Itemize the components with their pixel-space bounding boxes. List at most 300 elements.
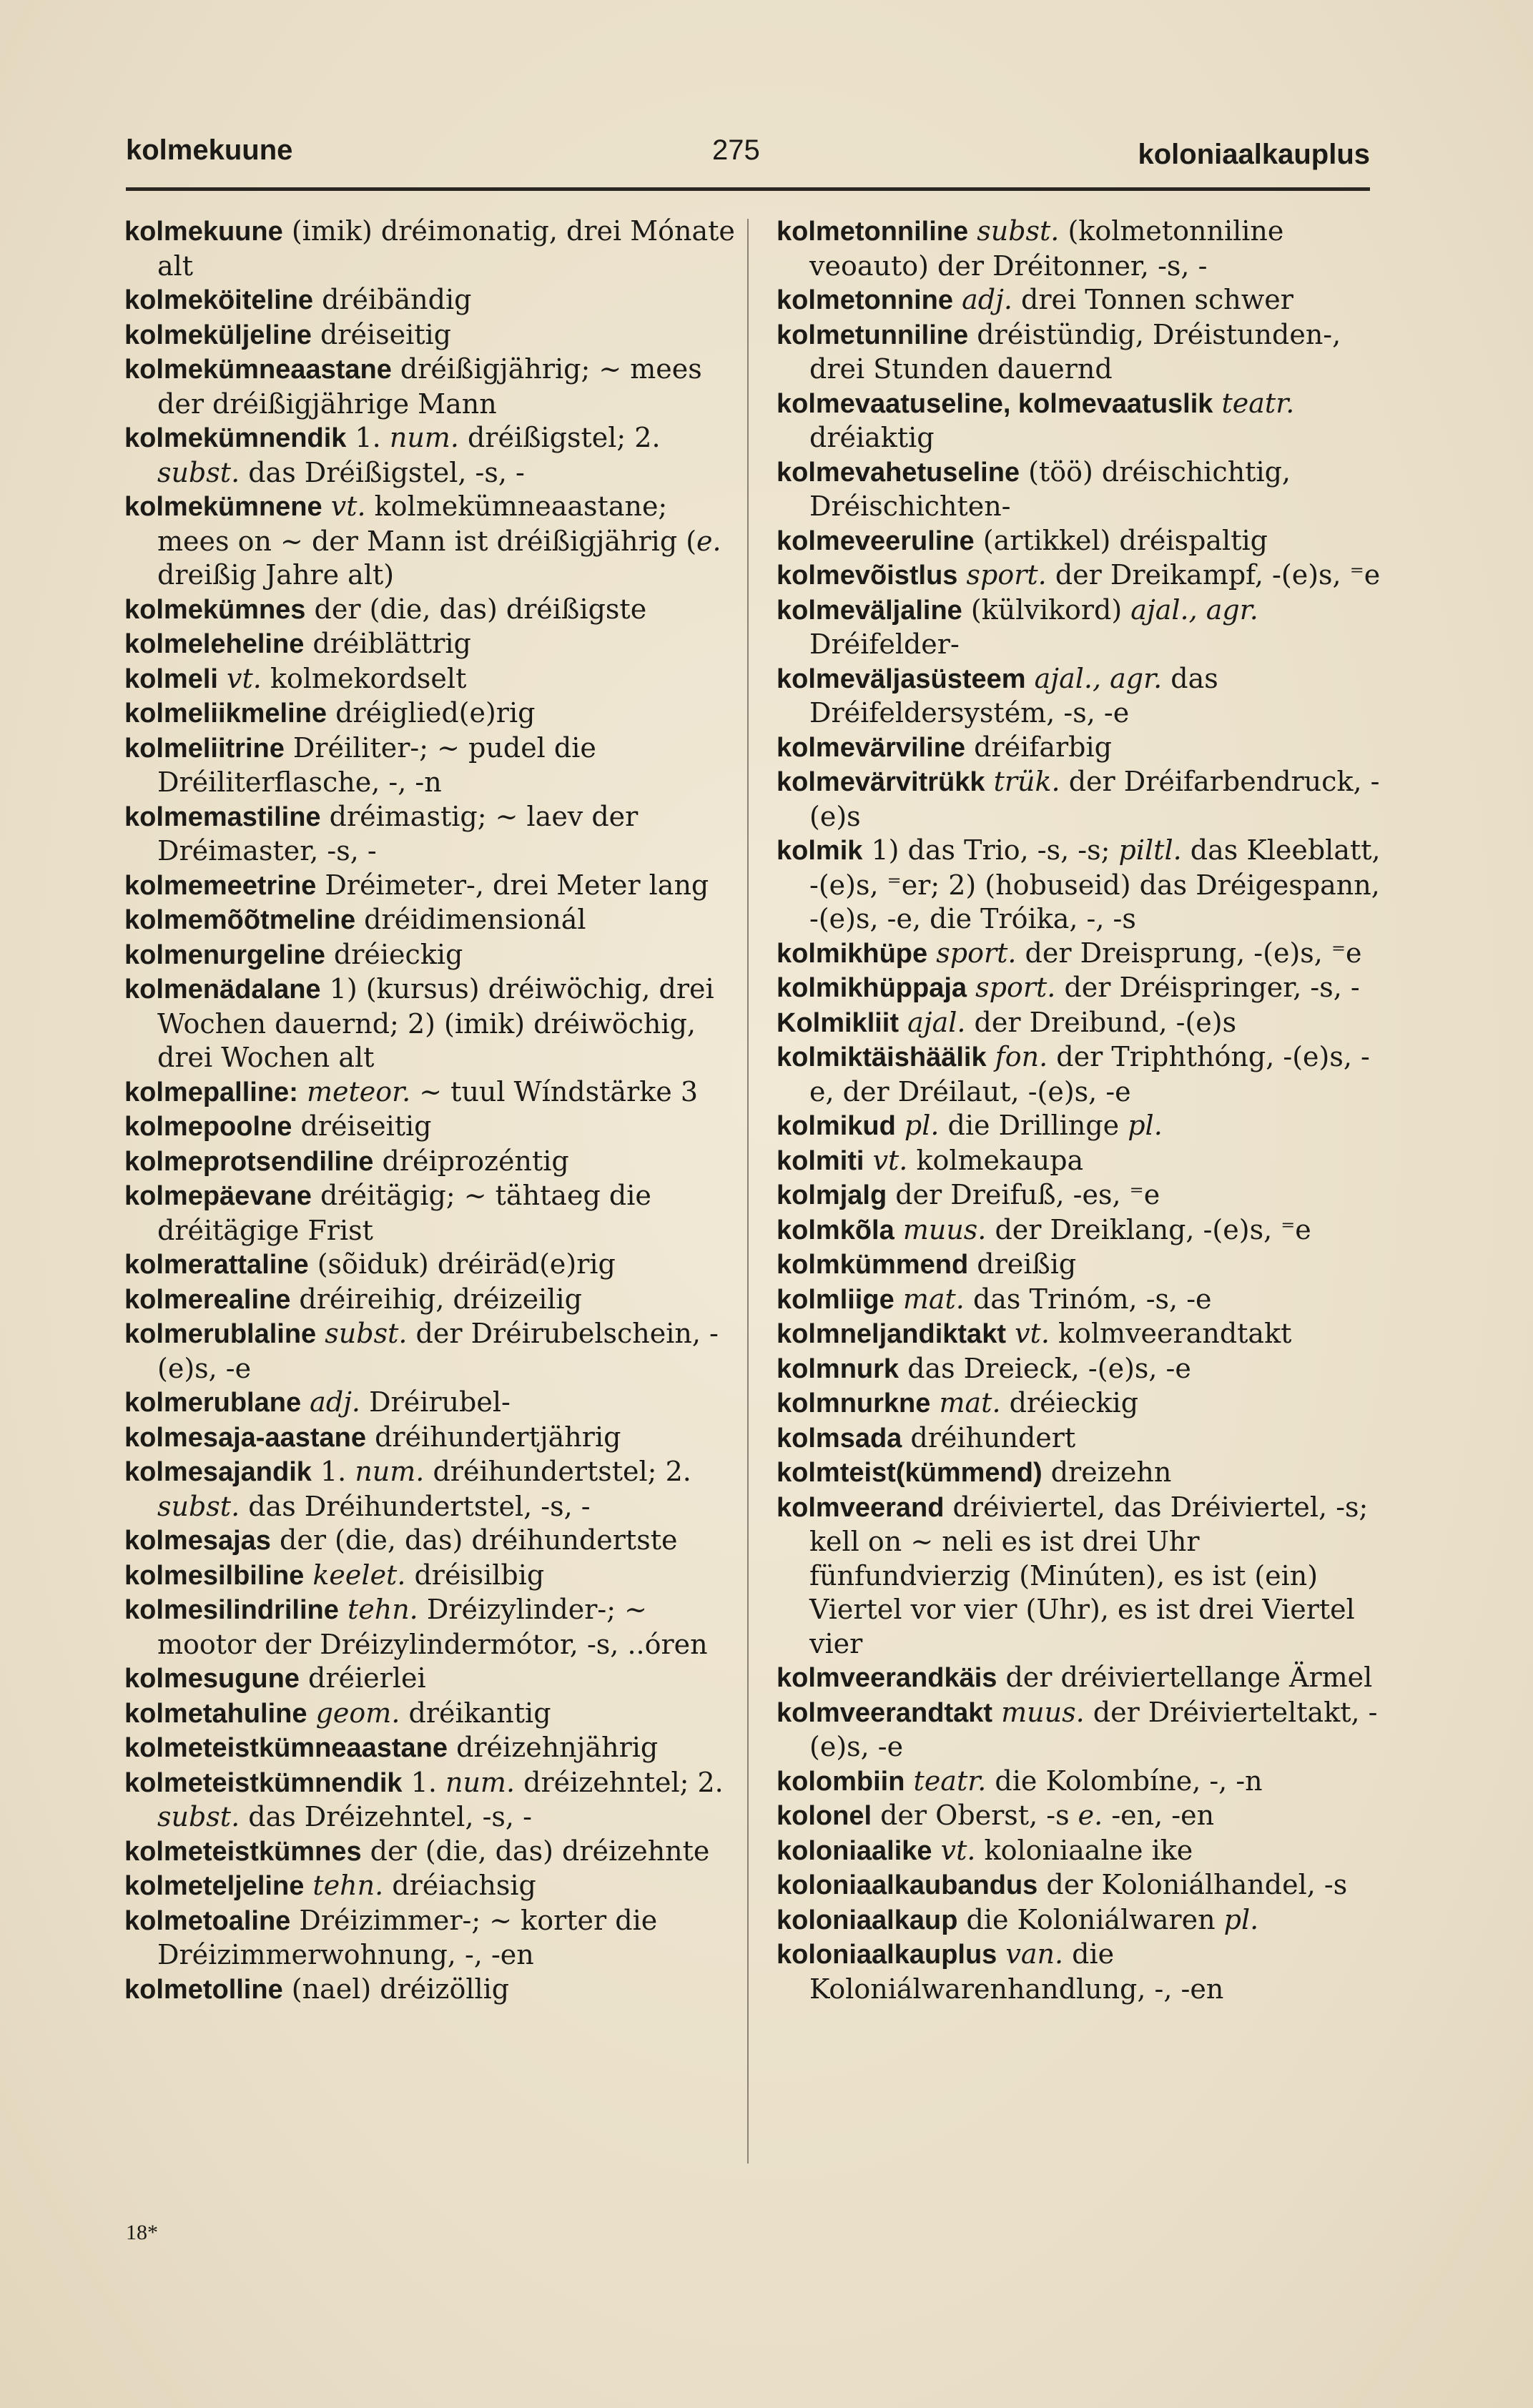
- dictionary-entry: [777, 1834, 1391, 1869]
- usage-label: ajal., agr.: [1130, 593, 1258, 626]
- header-first-entry: kolmekuune: [126, 134, 293, 166]
- headword: kolmenädalane: [124, 974, 321, 1005]
- dictionary-entry: [777, 1283, 1391, 1318]
- definition-text: [301, 1386, 310, 1418]
- dictionary-entry: [124, 283, 739, 318]
- headword: kolmiti: [777, 1145, 864, 1176]
- headword: kolmekümnene: [124, 492, 322, 522]
- definition-text: [957, 559, 966, 591]
- dictionary-entry: [777, 1178, 1391, 1213]
- dictionary-entry: [777, 1386, 1391, 1421]
- headword: kolmeli: [124, 663, 218, 694]
- definition-text: Dréimeter-, drei Meter lang: [316, 869, 709, 901]
- definition-text: dreißig Jahre alt): [157, 559, 395, 591]
- definition-text: 1) (kursus) dréiwöchig, drei Wochen dauernd; 2) (imik) dréiwöchig, drei Wochen alt: [157, 973, 714, 1073]
- dictionary-entry: [777, 1799, 1391, 1834]
- definition-text: [927, 937, 936, 969]
- dictionary-entry: [777, 387, 1391, 455]
- definition-text: [899, 1007, 907, 1038]
- usage-label: num.: [355, 1456, 425, 1487]
- definition-text: [968, 215, 977, 247]
- definition-text: die Koloniálwarenhandlung, -, -en: [809, 1938, 1224, 2005]
- dictionary-entry: [777, 1491, 1391, 1662]
- usage-label: num.: [445, 1766, 516, 1798]
- definition-text: [985, 766, 994, 797]
- definition-text: 1.: [402, 1766, 445, 1798]
- headword: kolmetonnine: [777, 285, 954, 315]
- dictionary-entry: [124, 1421, 739, 1456]
- usage-label: sport.: [936, 937, 1017, 969]
- definition-text: dréihundert: [902, 1421, 1076, 1454]
- dictionary-entry: [124, 800, 739, 869]
- headword: kolmevärvitrükk: [777, 767, 985, 797]
- definition-text: [953, 284, 962, 315]
- definition-text: der Dreibund, -(e)s: [965, 1006, 1237, 1038]
- definition-text: [987, 1041, 995, 1072]
- definition-text: kolmekaupa: [907, 1144, 1084, 1176]
- usage-label: vt.: [1015, 1318, 1050, 1349]
- definition-text: [304, 1870, 312, 1901]
- headword: koloniaalkaubandus: [777, 1870, 1038, 1900]
- right-column: [777, 214, 1391, 2006]
- headword: kolmveerandtakt: [777, 1697, 993, 1728]
- dictionary-entry: [777, 1456, 1391, 1491]
- dictionary-entry: [777, 524, 1391, 559]
- usage-label: sport.: [966, 559, 1047, 591]
- dictionary-entry: [124, 352, 739, 421]
- usage-label: subst.: [157, 1490, 240, 1522]
- dictionary-entry: [124, 214, 739, 283]
- definition-text: [218, 663, 227, 694]
- headword: kolmesugune: [124, 1664, 300, 1694]
- headword: kolmekuune: [124, 217, 283, 247]
- definition-text: dréiviertel, das Dréiviertel, -s; kell on ~ neli es ist drei Uhr fünfundvierzig (Minúten), es ist (ein) Viertel vor vier (Uhr), es ist drei Viertel vier: [809, 1491, 1369, 1659]
- dictionary-entry: [124, 1524, 739, 1559]
- usage-label: adj.: [962, 284, 1012, 315]
- definition-text: dréihundertjährig: [365, 1421, 621, 1453]
- definition-text: der Triphthóng, -(e)s, -e, der Dréilaut, -(e)s, -e: [809, 1041, 1370, 1107]
- headword: kolmetonniline: [777, 217, 969, 247]
- page-number: 275: [712, 134, 760, 166]
- column-divider: [747, 219, 749, 2163]
- definition-text: der Dréifarbendruck, -(e)s: [809, 766, 1380, 832]
- definition-text: der Dreifuß, -es, ⁼e: [887, 1179, 1160, 1210]
- header-last-entry: koloniaalkauplus: [1138, 139, 1370, 170]
- usage-label: subst.: [977, 215, 1060, 247]
- dictionary-entry: [124, 1766, 739, 1835]
- dictionary-entry: [777, 1109, 1391, 1144]
- dictionary-entry: [777, 1903, 1391, 1938]
- definition-text: [992, 1697, 1001, 1728]
- usage-label: subst.: [157, 1801, 240, 1832]
- definition-text: die Koloniálwaren: [957, 1903, 1224, 1935]
- headword: kolombiin: [777, 1766, 905, 1797]
- running-head: [126, 134, 1370, 180]
- dictionary-entry: [777, 1317, 1391, 1352]
- headword: kolmsada: [777, 1423, 902, 1454]
- definition-text: dréisilbig: [405, 1559, 545, 1591]
- definition-text: (sõiduk) dréiräd(e)rig: [308, 1248, 616, 1280]
- definition-text: dréizehnjährig: [447, 1732, 659, 1763]
- headword: kolmepäevane: [124, 1181, 312, 1211]
- definition-text: [298, 1076, 307, 1107]
- usage-label: ajal., agr.: [1034, 662, 1163, 694]
- headword: kolmeväljaline: [777, 595, 962, 626]
- usage-label: num.: [389, 422, 459, 453]
- headword: kolmkümmend: [777, 1250, 969, 1280]
- dictionary-entry: [777, 1938, 1391, 2006]
- usage-label: pl.: [904, 1110, 940, 1141]
- definition-text: der (die, das) dréizehnte: [361, 1835, 710, 1867]
- dictionary-entry: [124, 1145, 739, 1180]
- usage-label: e.: [1078, 1800, 1103, 1831]
- dictionary-entry: [124, 1731, 739, 1766]
- usage-label: teatr.: [913, 1765, 987, 1797]
- definition-text: ~ tuul Wíndstärke 3: [410, 1075, 698, 1107]
- dictionary-entry: [777, 971, 1391, 1006]
- definition-text: dreißig: [968, 1248, 1077, 1280]
- usage-label: vt.: [227, 662, 262, 694]
- dictionary-entry: [777, 558, 1391, 593]
- headword: kolmesajas: [124, 1526, 271, 1556]
- definition-text: dréißigstel; 2.: [458, 422, 661, 453]
- headword: kolmerublane: [124, 1388, 302, 1418]
- definition-text: dréiprozéntig: [373, 1145, 569, 1177]
- headword: kolmnurkne: [777, 1388, 931, 1418]
- definition-text: [894, 1283, 903, 1315]
- definition-text: dréihundertstel; 2.: [424, 1456, 691, 1487]
- usage-label: muus.: [1001, 1696, 1085, 1728]
- dictionary-entry: [124, 1973, 739, 2008]
- definition-text: 1.: [346, 422, 390, 453]
- dictionary-entry: [124, 731, 739, 800]
- dictionary-entry: [777, 1213, 1391, 1248]
- definition-text: dréiblättrig: [304, 628, 471, 659]
- definition-text: (artikkel) dréispaltig: [974, 524, 1268, 556]
- definition-text: der Oberst, -s: [872, 1800, 1078, 1831]
- headword: kolmevõistlus: [777, 561, 958, 591]
- headword: Kolmikliit: [777, 1007, 899, 1038]
- definition-text: dréibändig: [312, 284, 472, 315]
- dictionary-entry: [124, 1559, 739, 1594]
- dictionary-entry: [777, 1696, 1391, 1765]
- definition-text: [896, 1110, 904, 1141]
- headword: kolmikhüppaja: [777, 973, 967, 1003]
- dictionary-entry: [124, 593, 739, 628]
- headword: kolmeteistkümnendik: [124, 1767, 403, 1798]
- headword: kolmekümneaastane: [124, 355, 392, 385]
- definition-text: [930, 1387, 939, 1418]
- definition-text: der (die, das) dréißigste: [305, 593, 647, 625]
- headword: kolmiktäishäälik: [777, 1042, 987, 1072]
- headword: kolmik: [777, 836, 863, 866]
- headword: kolmemeetrine: [124, 870, 317, 901]
- definition-text: das Dréihundertstel, -s, -: [240, 1490, 591, 1522]
- definition-text: dréiseitig: [292, 1110, 432, 1142]
- dictionary-entry: [124, 1455, 739, 1524]
- definition-text: dréißigjährig; ~ mees der dréißigjährige Mann: [157, 353, 702, 420]
- definition-text: [932, 1835, 941, 1866]
- usage-label: van.: [1005, 1938, 1064, 1970]
- definition-text: das Dreieck, -(e)s, -e: [899, 1352, 1191, 1384]
- dictionary-entry: [124, 1386, 739, 1421]
- dictionary-entry: [777, 283, 1391, 318]
- dictionary-entry: [777, 455, 1391, 524]
- dictionary-entry: [124, 1179, 739, 1248]
- definition-text: das Trinóm, -s, -e: [964, 1283, 1212, 1315]
- headword: kolmemastiline: [124, 801, 321, 832]
- usage-label: subst.: [157, 456, 240, 488]
- definition-text: dréierlei: [299, 1662, 426, 1694]
- definition-text: [904, 1765, 913, 1797]
- usage-label: pl.: [1128, 1110, 1163, 1141]
- definition-text: dréizehntel; 2.: [515, 1766, 724, 1798]
- headword: koloniaalike: [777, 1835, 932, 1866]
- usage-label: keelet.: [312, 1559, 406, 1591]
- headword: kolmerealine: [124, 1284, 291, 1315]
- definition-text: das Kleeblatt, -(e)s, ⁼er; 2) (hobuseid) das Dréigespann, -(e)s, -e, die Tróika, -, -s: [809, 834, 1381, 934]
- definition-text: (nael) dréizöllig: [282, 1973, 510, 2005]
- headword: kolmveerandkäis: [777, 1663, 997, 1693]
- definition-text: der Dreiklang, -(e)s, ⁼e: [986, 1213, 1311, 1245]
- definition-text: dréimastig; ~ laev der Dréimaster, -s, -: [157, 800, 639, 867]
- definition-text: Dréifelder-: [809, 628, 960, 660]
- dictionary-entry: [124, 869, 739, 904]
- dictionary-entry: [124, 1248, 739, 1283]
- headword: kolmeköiteline: [124, 285, 313, 315]
- definition-text: [1006, 1318, 1015, 1349]
- definition-text: 1) das Trio, -s, -s;: [862, 834, 1119, 866]
- headword: kolmenurgeline: [124, 939, 325, 970]
- headword: kolmevaatuseline, kolmevaatuslik: [777, 388, 1213, 419]
- dictionary-entry: [124, 1283, 739, 1318]
- usage-label: pl.: [1223, 1903, 1259, 1935]
- usage-label: mat.: [939, 1387, 1001, 1418]
- definition-text: [339, 1594, 347, 1625]
- definition-text: dréireihig, dréizeilig: [290, 1283, 582, 1315]
- dictionary-entry: [124, 1904, 739, 1973]
- headword: kolmeveeruline: [777, 525, 975, 556]
- definition-text: das Dréizehntel, -s, -: [240, 1801, 532, 1832]
- definition-text: Dréirubel-: [360, 1386, 511, 1418]
- dictionary-entry: [124, 1869, 739, 1904]
- definition-text: 1.: [311, 1456, 355, 1487]
- headword: kolmeliikmeline: [124, 699, 327, 729]
- printer-signature: 18*: [126, 2221, 158, 2244]
- definition-text: kolmveerandtakt: [1049, 1318, 1292, 1349]
- definition-text: [322, 490, 331, 522]
- dictionary-entry: [777, 1661, 1391, 1696]
- definition-text: kolmekümneaastane; mees on ~ der Mann ist dréißigjährig (: [157, 490, 697, 557]
- definition-text: [967, 972, 975, 1003]
- usage-label: tehn.: [347, 1594, 418, 1625]
- definition-text: Dréiliter-; ~ pudel die Dréiliterflasche, -, -n: [157, 731, 596, 798]
- usage-label: subst.: [325, 1318, 408, 1349]
- dictionary-entry: [124, 1593, 739, 1662]
- usage-label: vt.: [872, 1144, 908, 1176]
- headword: kolmevahetuseline: [777, 457, 1020, 488]
- definition-text: der dréiviertellange Ärmel: [997, 1662, 1373, 1693]
- headword: kolmeväljasüsteem: [777, 663, 1026, 694]
- usage-label: e.: [696, 525, 721, 557]
- headword: kolmliige: [777, 1284, 894, 1315]
- definition-text: das Dréifeldersystém, -s, -e: [809, 662, 1218, 729]
- definition-text: Dréizimmer-; ~ korter die Dréizimmerwohnung, -, -en: [157, 1904, 658, 1970]
- headword: kolmteist(kümmend): [777, 1458, 1042, 1488]
- dictionary-entry: [124, 1697, 739, 1732]
- dictionary-entry: [124, 1662, 739, 1697]
- definition-text: (kolmetonniline veoauto) der Dréitonner, -s, -: [809, 215, 1284, 282]
- headword: kolonel: [777, 1801, 872, 1831]
- dictionary-entry: [777, 1421, 1391, 1456]
- headword: koloniaalkauplus: [777, 1940, 997, 1970]
- dictionary-entry: [777, 214, 1391, 283]
- definition-text: -en, -en: [1103, 1800, 1215, 1831]
- headword: kolmkõla: [777, 1215, 894, 1245]
- headword: kolmjalg: [777, 1180, 887, 1210]
- dictionary-entry: [124, 318, 739, 353]
- usage-label: vt.: [330, 490, 366, 522]
- headword: kolmesilindriline: [124, 1595, 339, 1625]
- dictionary-entry: [777, 593, 1391, 662]
- dictionary-entry: [777, 834, 1391, 937]
- dictionary-entry: [124, 938, 739, 973]
- definition-text: dréiaktig: [809, 422, 935, 453]
- definition-text: dreizehn: [1042, 1456, 1172, 1488]
- dictionary-entry: [777, 1248, 1391, 1283]
- headword: kolmepoolne: [124, 1112, 292, 1142]
- headword: kolmerattaline: [124, 1250, 309, 1280]
- headword: kolmveerand: [777, 1492, 945, 1523]
- definition-text: dréifarbig: [965, 731, 1112, 763]
- definition-text: (imik) dréimonatig, drei Mónate alt: [157, 215, 735, 282]
- usage-label: geom.: [315, 1697, 400, 1729]
- usage-label: adj.: [310, 1386, 361, 1418]
- headword: kolmesajandik: [124, 1457, 312, 1487]
- definition-text: der Dreikampf, -(e)s, ⁼e: [1046, 559, 1381, 591]
- header-rule: [126, 187, 1370, 191]
- dictionary-entry: [777, 662, 1391, 731]
- dictionary-entry: [777, 318, 1391, 387]
- headword: kolmetahuline: [124, 1698, 307, 1729]
- dictionary-entry: [124, 696, 739, 731]
- definition-text: drei Tonnen schwer: [1012, 284, 1293, 315]
- usage-label: sport.: [975, 972, 1056, 1003]
- usage-label: muus.: [902, 1213, 987, 1245]
- headword: kolmeküljeline: [124, 320, 312, 350]
- definition-text: [304, 1559, 312, 1591]
- dictionary-entry: [124, 421, 739, 490]
- headword: kolmemõõtmeline: [124, 905, 356, 935]
- definition-text: der Dréirubelschein, -(e)s, -e: [157, 1318, 719, 1384]
- definition-text: [1026, 663, 1035, 694]
- definition-text: der Dréivierteltakt, -(e)s, -e: [809, 1696, 1378, 1762]
- dictionary-entry: [124, 1317, 739, 1386]
- dictionary-entry: [777, 1868, 1391, 1903]
- dictionary-entry: [777, 765, 1391, 834]
- dictionary-entry: [124, 1075, 739, 1110]
- usage-label: teatr.: [1221, 387, 1295, 419]
- dictionary-entry: [124, 903, 739, 938]
- definition-text: der (die, das) dréihundertste: [270, 1524, 678, 1556]
- headword: kolmekümnendik: [124, 423, 347, 453]
- definition-text: [307, 1697, 316, 1729]
- definition-text: dréikantig: [400, 1697, 551, 1729]
- headword: kolmikud: [777, 1111, 896, 1141]
- headword: kolmikhüpe: [777, 938, 928, 969]
- definition-text: dréitägig; ~ tähtaeg die dréitägige Frist: [157, 1180, 651, 1246]
- dictionary-entry: [777, 1144, 1391, 1179]
- headword: kolmerublaline: [124, 1319, 317, 1349]
- headword: kolmeteistkümneaastane: [124, 1733, 448, 1763]
- usage-label: mat.: [902, 1283, 965, 1315]
- definition-text: dréiglied(e)rig: [327, 697, 536, 729]
- dictionary-entry: [124, 1110, 739, 1145]
- left-column: [124, 214, 739, 2007]
- usage-label: ajal.: [907, 1006, 966, 1038]
- dictionary-entry: [777, 1040, 1391, 1109]
- definition-text: Dréizylinder-; ~ mootor der Dréizylindermótor, -s, ..óren: [157, 1594, 708, 1660]
- usage-label: tehn.: [312, 1870, 384, 1901]
- dictionary-entry: [124, 662, 739, 697]
- definition-text: [894, 1214, 903, 1245]
- dictionary-entry: [777, 937, 1391, 972]
- headword: kolmeliitrine: [124, 733, 285, 764]
- definition-text: das Dréißigstel, -s, -: [240, 456, 525, 488]
- definition-text: dréiachsig: [383, 1870, 536, 1901]
- headword: kolmnurk: [777, 1353, 899, 1384]
- definition-text: der Koloniálhandel, -s: [1037, 1869, 1348, 1900]
- usage-label: fon.: [995, 1041, 1048, 1072]
- definition-text: [997, 1938, 1005, 1970]
- headword: kolmevärviline: [777, 732, 966, 763]
- definition-text: dréidimensionál: [355, 904, 586, 935]
- definition-text: dréistündig, Dréistunden-, drei Stunden dauernd: [809, 318, 1341, 385]
- definition-text: dréiseitig: [311, 318, 451, 350]
- headword: kolmetunniline: [777, 320, 969, 350]
- definition-text: [316, 1318, 325, 1349]
- headword: kolmneljandiktakt: [777, 1319, 1006, 1349]
- headword: kolmepalline:: [124, 1077, 298, 1107]
- dictionary-entry: [124, 627, 739, 662]
- headword: kolmeteistkümnes: [124, 1836, 362, 1867]
- headword: kolmetoaline: [124, 1905, 291, 1936]
- headword: kolmesilbiline: [124, 1560, 305, 1591]
- definition-text: die Kolombíne, -, -n: [986, 1765, 1263, 1797]
- headword: koloniaalkaup: [777, 1905, 958, 1935]
- dictionary-entry: [124, 490, 739, 593]
- definition-text: der Dréispringer, -s, -: [1055, 972, 1360, 1003]
- headword: kolmeprotsendiline: [124, 1146, 374, 1177]
- definition-text: die Drillinge: [939, 1110, 1128, 1141]
- usage-label: piltl.: [1118, 834, 1182, 866]
- definition-text: der Dreisprung, -(e)s, ⁼e: [1016, 937, 1362, 969]
- definition-text: (töö) dréischichtig, Dréischichten-: [809, 455, 1291, 522]
- definition-text: koloniaalne ike: [975, 1834, 1193, 1866]
- usage-label: meteor.: [306, 1075, 411, 1107]
- dictionary-entry: [124, 972, 739, 1075]
- dictionary-entry: [124, 1835, 739, 1870]
- usage-label: trük.: [993, 766, 1060, 797]
- dictionary-entry: [777, 731, 1391, 766]
- definition-text: (külvikord): [962, 593, 1131, 626]
- definition-text: [864, 1145, 872, 1176]
- headword: kolmeteljeline: [124, 1871, 305, 1901]
- headword: kolmetolline: [124, 1974, 283, 2005]
- headword: kolmesaja-aastane: [124, 1422, 366, 1453]
- definition-text: kolmekordselt: [261, 662, 467, 694]
- headword: kolmekümnes: [124, 594, 306, 625]
